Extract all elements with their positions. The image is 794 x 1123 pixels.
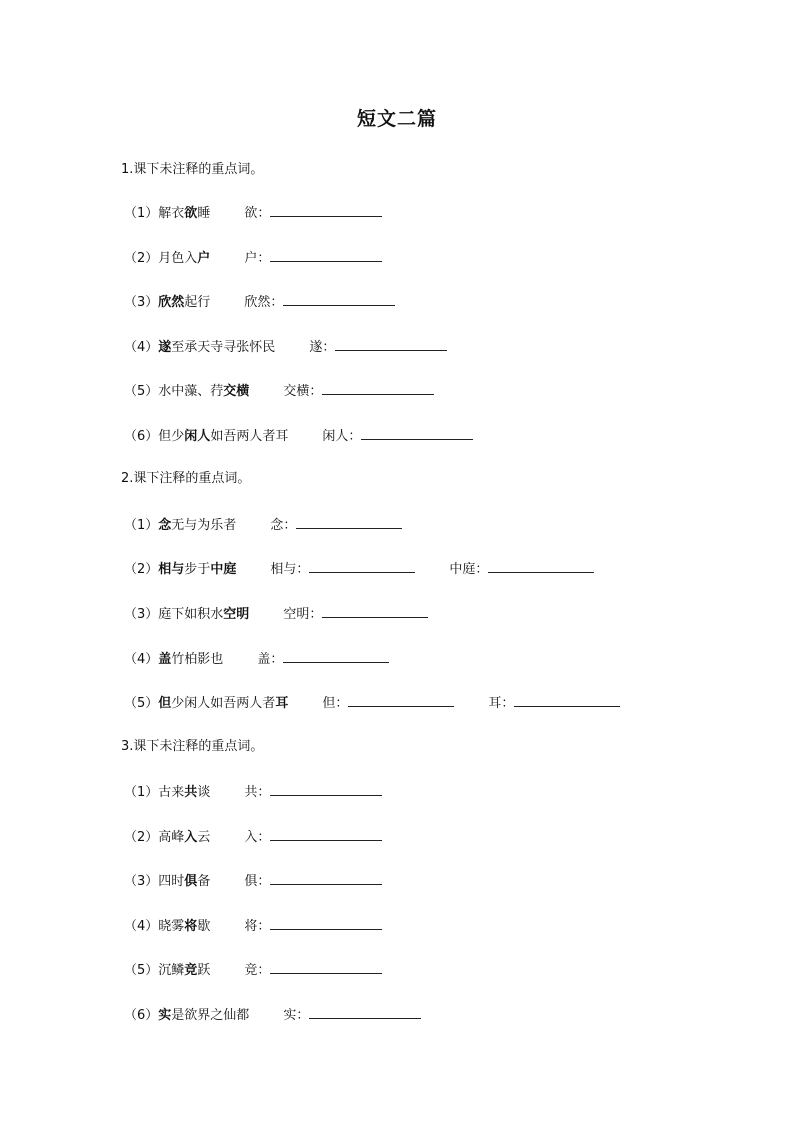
answer-blank[interactable] xyxy=(270,959,382,974)
keyword: 相与 xyxy=(158,562,185,577)
section-2-heading: 2.课下注释的重点词。 xyxy=(121,471,251,486)
sentence-post: 至承天寺寻张怀民 xyxy=(171,340,276,355)
answer-blank[interactable] xyxy=(270,202,382,217)
sentence-post: 步于 xyxy=(184,562,211,577)
sentence-post: 睡 xyxy=(197,206,211,221)
term-label: 遂： xyxy=(309,340,336,355)
keyword: 遂 xyxy=(158,340,172,355)
sentence-post: 跃 xyxy=(197,963,211,978)
keyword: 念 xyxy=(158,518,172,533)
term-label: 闲人： xyxy=(322,429,362,444)
sentence-post: 云 xyxy=(197,830,211,845)
keyword-2: 耳 xyxy=(275,696,289,711)
term-label: 将： xyxy=(244,919,271,934)
answer-blank[interactable] xyxy=(309,558,415,573)
sentence-post: 起行 xyxy=(184,295,211,310)
answer-blank[interactable] xyxy=(270,915,382,930)
question-2-3 xyxy=(124,603,428,623)
answer-blank[interactable] xyxy=(283,291,395,306)
term-label-2: 耳： xyxy=(488,696,515,711)
page-title: 短文二篇 xyxy=(356,108,437,130)
term-label: 共： xyxy=(244,785,271,800)
question-1-3 xyxy=(124,291,395,311)
question-1-2 xyxy=(124,247,382,267)
question-2-2 xyxy=(124,558,594,578)
term-label: 户： xyxy=(244,251,271,266)
answer-blank[interactable] xyxy=(348,692,454,707)
sentence-pre: 四时 xyxy=(158,874,185,889)
item-number: （1） xyxy=(124,785,159,800)
keyword: 交横 xyxy=(223,384,250,399)
term-label: 但： xyxy=(322,696,349,711)
question-3-3 xyxy=(124,870,382,890)
item-number: （1） xyxy=(124,518,159,533)
answer-blank[interactable] xyxy=(270,870,382,885)
question-3-5 xyxy=(124,959,382,979)
sentence-post: 竹柏影也 xyxy=(171,652,224,667)
term-label: 竞： xyxy=(244,963,271,978)
keyword: 欲 xyxy=(184,206,198,221)
term-label-2: 中庭： xyxy=(449,562,489,577)
term-label: 空明： xyxy=(283,607,323,622)
term-label: 欣然： xyxy=(244,295,284,310)
question-1-4 xyxy=(124,336,447,356)
sentence-pre: 但少 xyxy=(158,429,185,444)
keyword: 共 xyxy=(184,785,198,800)
sentence-pre: 月色入 xyxy=(158,251,198,266)
sentence-post: 歇 xyxy=(197,919,211,934)
keyword: 俱 xyxy=(184,874,198,889)
term-label: 俱： xyxy=(244,874,271,889)
answer-blank[interactable] xyxy=(322,380,434,395)
sentence-pre: 晓雾 xyxy=(158,919,185,934)
item-number: （4） xyxy=(124,340,159,355)
answer-blank-2[interactable] xyxy=(514,692,620,707)
sentence-pre: 水中藻、荇 xyxy=(158,384,224,399)
answer-blank[interactable] xyxy=(296,514,402,529)
item-number: （6） xyxy=(124,429,159,444)
sentence-post: 无与为乐者 xyxy=(171,518,237,533)
question-1-1 xyxy=(124,202,382,222)
keyword-2: 中庭 xyxy=(210,562,237,577)
question-3-6 xyxy=(124,1004,421,1024)
item-number: （2） xyxy=(124,830,159,845)
item-number: （4） xyxy=(124,919,159,934)
keyword: 空明 xyxy=(223,607,250,622)
sentence-post: 是欲界之仙都 xyxy=(171,1008,250,1023)
sentence-post: 如吾两人者耳 xyxy=(210,429,289,444)
keyword: 入 xyxy=(184,830,198,845)
answer-blank[interactable] xyxy=(283,648,389,663)
item-number: （4） xyxy=(124,652,159,667)
keyword: 将 xyxy=(184,919,198,934)
section-1-heading: 1.课下未注释的重点词。 xyxy=(121,162,264,177)
question-2-1 xyxy=(124,514,402,534)
term-label: 念： xyxy=(270,518,297,533)
answer-blank[interactable] xyxy=(361,425,473,440)
keyword: 但 xyxy=(158,696,172,711)
answer-blank[interactable] xyxy=(270,826,382,841)
question-2-4 xyxy=(124,648,389,668)
item-number: （6） xyxy=(124,1008,159,1023)
item-number: （3） xyxy=(124,295,159,310)
sentence-pre: 高峰 xyxy=(158,830,185,845)
keyword: 实 xyxy=(158,1008,172,1023)
question-3-2 xyxy=(124,826,382,846)
item-number: （5） xyxy=(124,963,159,978)
item-number: （2） xyxy=(124,251,159,266)
sentence-pre: 沉鳞 xyxy=(158,963,185,978)
question-2-5 xyxy=(124,692,620,712)
sentence-post: 少闲人如吾两人者 xyxy=(171,696,276,711)
answer-blank[interactable] xyxy=(335,336,447,351)
term-label: 盖： xyxy=(257,652,284,667)
sentence-post: 备 xyxy=(197,874,211,889)
answer-blank-2[interactable] xyxy=(488,558,594,573)
term-label: 欲： xyxy=(244,206,271,221)
keyword: 盖 xyxy=(158,652,172,667)
item-number: （1） xyxy=(124,206,159,221)
sentence-pre: 古来 xyxy=(158,785,185,800)
item-number: （2） xyxy=(124,562,159,577)
term-label: 相与： xyxy=(270,562,310,577)
term-label: 入： xyxy=(244,830,271,845)
answer-blank[interactable] xyxy=(270,781,382,796)
item-number: （3） xyxy=(124,607,159,622)
answer-blank[interactable] xyxy=(309,1004,421,1019)
keyword: 欣然 xyxy=(158,295,185,310)
question-1-5 xyxy=(124,380,434,400)
section-3-heading: 3.课下未注释的重点词。 xyxy=(121,739,264,754)
answer-blank[interactable] xyxy=(270,247,382,262)
keyword: 闲人 xyxy=(184,429,211,444)
item-number: （5） xyxy=(124,384,159,399)
item-number: （5） xyxy=(124,696,159,711)
sentence-post: 谈 xyxy=(197,785,211,800)
keyword: 竞 xyxy=(184,963,198,978)
keyword: 户 xyxy=(197,251,211,266)
question-3-4 xyxy=(124,915,382,935)
term-label: 交横： xyxy=(283,384,323,399)
term-label: 实： xyxy=(283,1008,310,1023)
question-3-1 xyxy=(124,781,382,801)
sentence-pre: 解衣 xyxy=(158,206,185,221)
sentence-pre: 庭下如积水 xyxy=(158,607,224,622)
item-number: （3） xyxy=(124,874,159,889)
question-1-6 xyxy=(124,425,473,445)
answer-blank[interactable] xyxy=(322,603,428,618)
